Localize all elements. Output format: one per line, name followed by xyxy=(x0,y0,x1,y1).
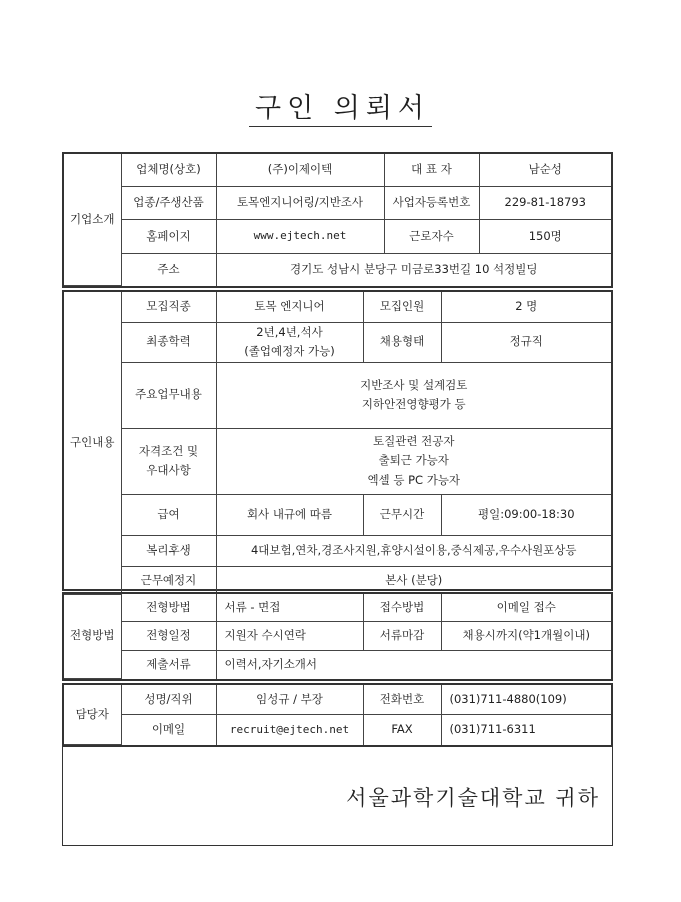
headcount-label: 모집인원 xyxy=(363,292,441,322)
education-value xyxy=(216,322,363,362)
education-line-1: 2년,4년,석사 xyxy=(256,324,323,339)
company-section-label: 기업소개 xyxy=(64,154,121,286)
selection-method-label: 전형방법 xyxy=(121,594,216,622)
hours-label: 근무시간 xyxy=(363,494,441,535)
welfare-label: 복리후생 xyxy=(121,535,216,566)
contact-section-label: 담당자 xyxy=(64,685,121,745)
contact-name-label: 성명/직위 xyxy=(121,685,216,715)
workplace-label: 근무예정지 xyxy=(121,566,216,594)
recipient-text: 서울과학기술대학교 귀하 xyxy=(346,786,600,810)
representative-label: 대 표 자 xyxy=(384,154,479,186)
qualification-value xyxy=(216,428,611,494)
company-name-value: (주)이제이텍 xyxy=(216,154,384,186)
company-section xyxy=(62,152,613,288)
qualification-label-line-1: 자격조건 및 xyxy=(138,443,199,458)
business-value: 토목엔지니어링/지반조사 xyxy=(216,186,384,219)
deadline-label: 서류마감 xyxy=(363,622,441,651)
regno-value: 229-81-18793 xyxy=(479,186,611,219)
homepage-value: www.ejtech.net xyxy=(216,220,384,253)
duty-line-1: 지반조사 및 설계검토 xyxy=(360,377,468,392)
education-line-2: (졸업예정자 가능) xyxy=(244,344,335,359)
selection-method-value: 서류 - 면접 xyxy=(216,594,363,622)
hours-value: 평일:09:00-18:30 xyxy=(441,494,611,535)
address-label: 주소 xyxy=(121,253,216,286)
schedule-value: 지원자 수시연락 xyxy=(216,622,363,651)
welfare-value: 4대보험,연차,경조사지원,휴양시설이용,중식제공,우수사원포상등 xyxy=(216,535,611,566)
email-label: 이메일 xyxy=(121,715,216,745)
company-name-label: 업체명(상호) xyxy=(121,154,216,186)
documents-value: 이력서,자기소개서 xyxy=(216,651,611,679)
headcount-value: 2 명 xyxy=(441,292,611,322)
job-section xyxy=(62,290,613,591)
salary-label: 급여 xyxy=(121,494,216,535)
duty-value xyxy=(216,362,611,428)
contact-section xyxy=(62,683,613,747)
workplace-value: 본사 (분당) xyxy=(216,566,611,594)
homepage-label: 홈페이지 xyxy=(121,220,216,253)
phone-value: (031)711-4880(109) xyxy=(441,685,611,715)
address-value: 경기도 성남시 분당구 미금로33번길 10 석정빌딩 xyxy=(216,253,611,286)
contact-name-value: 임성규 / 부장 xyxy=(216,685,363,715)
salary-value: 회사 내규에 따름 xyxy=(216,494,363,535)
regno-label: 사업자등록번호 xyxy=(384,186,479,219)
deadline-value: 채용시까지(약1개월이내) xyxy=(441,622,611,651)
job-type-value: 토목 엔지니어 xyxy=(216,292,363,322)
documents-label: 제출서류 xyxy=(121,651,216,679)
fax-value: (031)711-6311 xyxy=(441,715,611,745)
selection-section xyxy=(62,592,613,681)
representative-value: 남순성 xyxy=(479,154,611,186)
qualification-line-3: 엑셀 등 PC 가능자 xyxy=(367,472,461,487)
staff-value: 150명 xyxy=(479,220,611,253)
job-section-label: 구인내용 xyxy=(64,292,121,594)
selection-section-label: 전형방법 xyxy=(64,594,121,679)
schedule-label: 전형일정 xyxy=(121,622,216,651)
document-title: 구인 의뢰서 xyxy=(0,86,681,125)
fax-label: FAX xyxy=(363,715,441,745)
email-value: recruit@ejtech.net xyxy=(216,715,363,745)
staff-label: 근로자수 xyxy=(384,220,479,253)
qualification-label-line-2: 우대사항 xyxy=(146,463,191,478)
qualification-line-2: 출퇴근 가능자 xyxy=(378,453,449,468)
qualification-line-1: 토질관련 전공자 xyxy=(373,433,455,448)
recipient-box xyxy=(62,744,613,846)
receive-method-value: 이메일 접수 xyxy=(441,594,611,622)
duty-line-2: 지하안전영향평가 등 xyxy=(361,397,466,412)
business-label: 업종/주생산품 xyxy=(121,186,216,219)
employment-value: 정규직 xyxy=(441,322,611,362)
duty-label: 주요업무내용 xyxy=(121,362,216,428)
education-label: 최종학력 xyxy=(121,322,216,362)
employment-label: 채용형태 xyxy=(363,322,441,362)
qualification-label xyxy=(121,428,216,494)
phone-label: 전화번호 xyxy=(363,685,441,715)
receive-method-label: 접수방법 xyxy=(363,594,441,622)
job-type-label: 모집직종 xyxy=(121,292,216,322)
